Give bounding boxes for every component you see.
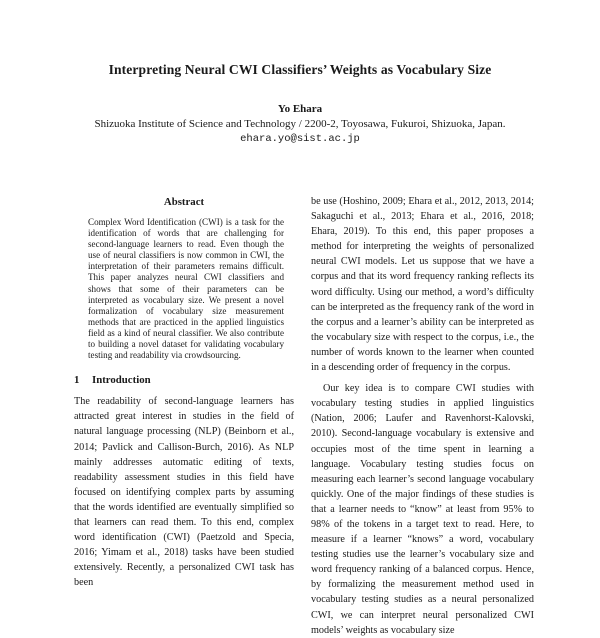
author-email: ehara.yo@sist.ac.jp — [240, 133, 360, 145]
right-column — [311, 194, 534, 638]
intro-paragraph-1-continued: be use (Hoshino, 2009; Ehara et al., 2012, 2013, 2014; Sakaguchi et al., 2013; Ehara et al., 2016, 2018; Ehara, 2019). To this end, this paper proposes a method for interpreting the weights of personalized neural CWI models. Let us suppose that we have a corpus and that its word frequency ranking reflects its word difficulty. Using our method, a word’s difficulty can be interpreted as the frequency rank of the word in the corpus and a learner’s ability can be interpreted as the vocabulary size with respect to the corpus, i.e., the number of words known to the learner when counted in a descending order of frequency in the corpus. — [311, 196, 534, 374]
paper-title: Interpreting Neural CWI Classifiers’ Weights as Vocabulary Size — [108, 62, 492, 77]
section-heading — [74, 374, 294, 386]
author-affiliation: Shizuoka Institute of Science and Technology / 2200-2, Toyosawa, Fukuroi, Shizuoka, Japan. — [94, 118, 506, 130]
author-name: Yo Ehara — [277, 103, 323, 115]
section-number: 1 — [74, 374, 80, 387]
section-title: Introduction — [92, 374, 151, 387]
intro-paragraph-2: Our key idea is to compare CWI studies with vocabulary testing studies in applied linguistics (Nation, 2006; Laufer and Ravenhorst-Kalovski, 2010). Second-language vocabulary is extensive and occupies most of the time spent in learning a language. Vocabulary testing studies focus on measuring each learner’s second language vocabulary quickly. One of the major findings of these studies is that a learner needs to “know” at least from 95% to 98% of the tokens in a target text to read. Here, to measure if a learner “knows” a word, vocabulary testing studies use the learner’s vocabulary size and word frequency ranking of a balanced corpus. Hence, by formalizing the measurement method used in vocabulary testing studies as a neural personalized CWI, we can interpret neural personalized CWI models’ weights as vocabulary size — [311, 383, 534, 636]
left-column — [74, 196, 294, 590]
intro-paragraph-1: The readability of second-language learners has attracted great interest in studies in the field of natural language processing (NLP) (Beinborn et al., 2014; Pavlick and Callison-Burch, 2016). As NLP mainly addresses automatic editing of texts, readability assessment studies in this field have focused on identifying complex parts by assuming that the words identified are eventually simplified so that learners can read them. To this end, complex word identification (CWI) (Paetzold and Specia, 2016; Yimam et al., 2018) tasks have been studied extensively. Recently, a personalized CWI task has been — [74, 396, 294, 589]
abstract-text: Complex Word Identification (CWI) is a task for the identification of words that are challenging for second-language learners to read. Even though the use of neural classifiers is now common in CWI, the interpretation of their parameters remains difficult. This paper analyzes neural CWI classifiers and shows that some of their parameters can be interpreted as vocabulary size. We present a novel formalization of vocabulary size measurement methods that are practiced in the applied linguistics field as a kind of neural classifier. We also contribute to building a novel dataset for validating vocabulary testing and readability via crowdsourcing. — [88, 217, 284, 361]
abstract-heading: Abstract — [163, 196, 205, 208]
